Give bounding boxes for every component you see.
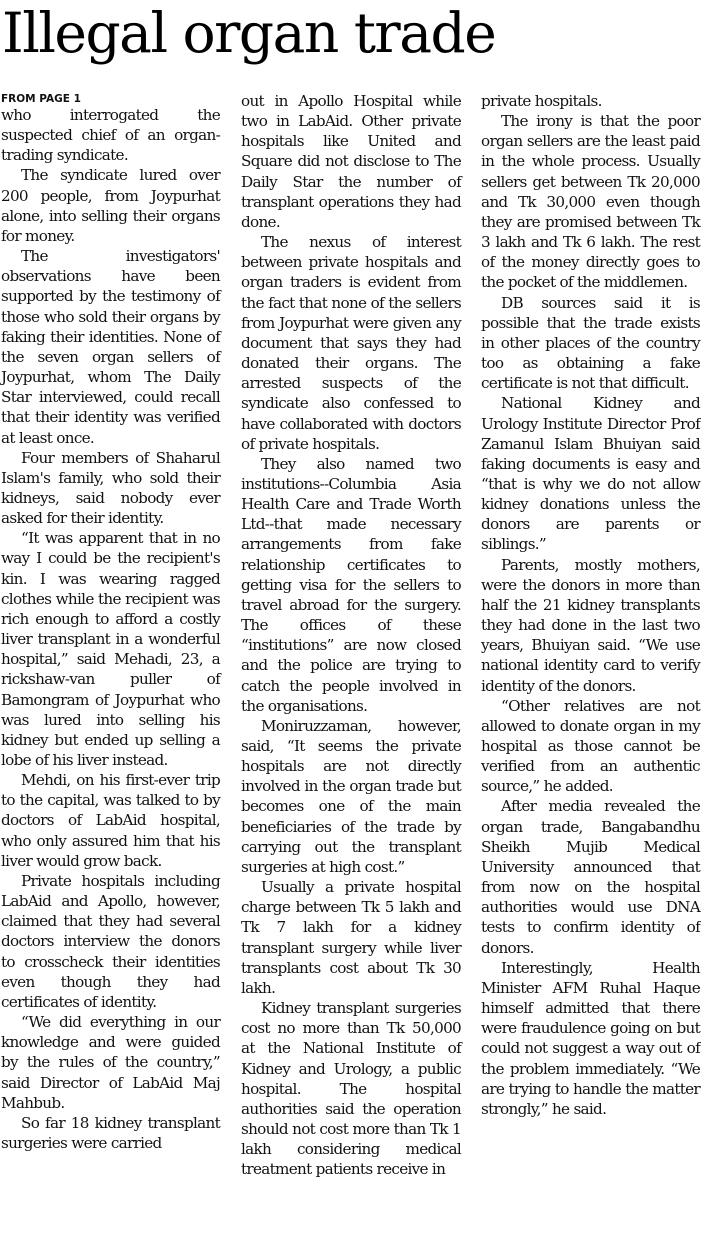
paragraph: They also named two institutions--Columbia Asia Health Care and Trade Worth Ltd--that made necessary arrangements from fake relationship certificates to getting visa for the sellers to travel abroad for the surgery. The offices of these “institutions” are now closed and the police are trying to catch the people involved in the organisations. [241, 454, 461, 715]
paragraph: out in Apollo Hospital while two in LabAid. Other private hospitals like United and Square did not disclose to The Daily Star the number of transplant operations they had done. [241, 92, 461, 231]
article-column-2 [241, 91, 461, 1179]
paragraph: Four members of Shaharul Islam's family, who sold their kidneys, said nobody ever asked for their identity. [1, 448, 220, 528]
paragraph: Kidney transplant surgeries cost no more than Tk 50,000 at the National Institute of Kidney and Urology, a public hospital. The hospital authorities said the operation should not cost more than Tk 1 lakh considering medical treatment patients receive in [241, 999, 461, 1179]
paragraph: “Other relatives are not allowed to donate organ in my hospital as those cannot be verified from an authentic source,” he added. [481, 696, 700, 796]
paragraph: The investigators' observations have been supported by the testimony of those who sold their organs by faking their identities. None of the seven organ sellers of Joypurhat, whom The Daily Star interviewed, could recall that their identity was verified at least once. [1, 247, 220, 447]
paragraph: Interestingly, Health Minister AFM Ruhal Haque himself admitted that there were fraudulence going on but could not suggest a way out of the problem immediately. “We are trying to handle the matter strongly,” he said. [481, 958, 700, 1118]
paragraph: The irony is that the poor organ sellers are the least paid in the whole process. Usually sellers get between Tk 20,000 and Tk 30,000 even though they are promised between Tk 3 lakh and Tk 6 lakh. The rest of the money directly goes to the pocket of the middlemen. [481, 112, 700, 292]
paragraph: Mehdi, on his first-ever trip to the capital, was talked to by doctors of LabAid hospital, who only assured him that his liver would grow back. [1, 771, 220, 870]
paragraph: Parents, mostly mothers, were the donors in more than half the 21 kidney transplants they had done in the last two years, Bhuiyan said. “We use national identity card to verify identity of the donors. [481, 555, 700, 695]
paragraph: Usually a private hospital charge between Tk 5 lakh and Tk 7 lakh for a kidney transplant surgery while liver transplants cost about Tk 30 lakh. [241, 878, 461, 997]
paragraph: DB sources said it is possible that the trade exists in other places of the country too as obtaining a fake certificate is not that difficult. [481, 293, 700, 393]
paragraph: After media revealed the organ trade, Bangabandhu Sheikh Mujib Medical University announced that from now on the hospital authorities would use DNA tests to confirm identity of donors. [481, 797, 700, 957]
jump-line: FROM PAGE 1 [1, 93, 81, 105]
paragraph: The syndicate lured over 200 people, from Joypurhat alone, into selling their organs for money. [1, 166, 220, 245]
paragraph: The nexus of interest between private hospitals and organ traders is evident from the fact that none of the sellers from Joypurhat were given any document that says they had donated their organs. The arrested suspects of the syndicate also confessed to have collaborated with doctors of private hospitals. [241, 233, 461, 453]
paragraph: who interrogated the suspected chief of an organ-trading syndicate. [1, 106, 220, 165]
article-column-1 [1, 91, 220, 1153]
paragraph: private hospitals. [481, 92, 602, 110]
paragraph: Moniruzzaman, however, said, “It seems the private hospitals are not directly involved in the organ trade but becomes one of the main beneficiaries of the trade by carrying out the transplant surgeries at high cost.” [241, 716, 461, 876]
paragraph: So far 18 kidney transplant surgeries were carried [1, 1113, 220, 1152]
paragraph: Private hospitals including LabAid and Apollo, however, claimed that they had several doctors interview the donors to crosscheck their identities even though they had certificates of identity. [1, 871, 220, 1011]
paragraph: “It was apparent that in no way I could be the recipient's kin. I was wearing ragged clothes while the recipient was rich enough to afford a costly liver transplant in a wonderful hospital,” said Mehadi, 23, a rickshaw-van puller of Bamongram of Joypurhat who was lured into selling his kidney but ended up selling a lobe of his liver instead. [1, 529, 220, 769]
paragraph: “We did everything in our knowledge and were guided by the rules of the country,” said Director of LabAid Maj Mahbub. [1, 1013, 220, 1112]
headline: Illegal organ trade [2, 1, 496, 65]
paragraph: National Kidney and Urology Institute Director Prof Zamanul Islam Bhuiyan said faking documents is easy and “that is why we do not allow kidney donations unless the donors are parents or siblings.” [481, 394, 700, 554]
article-column-3 [481, 91, 700, 1119]
